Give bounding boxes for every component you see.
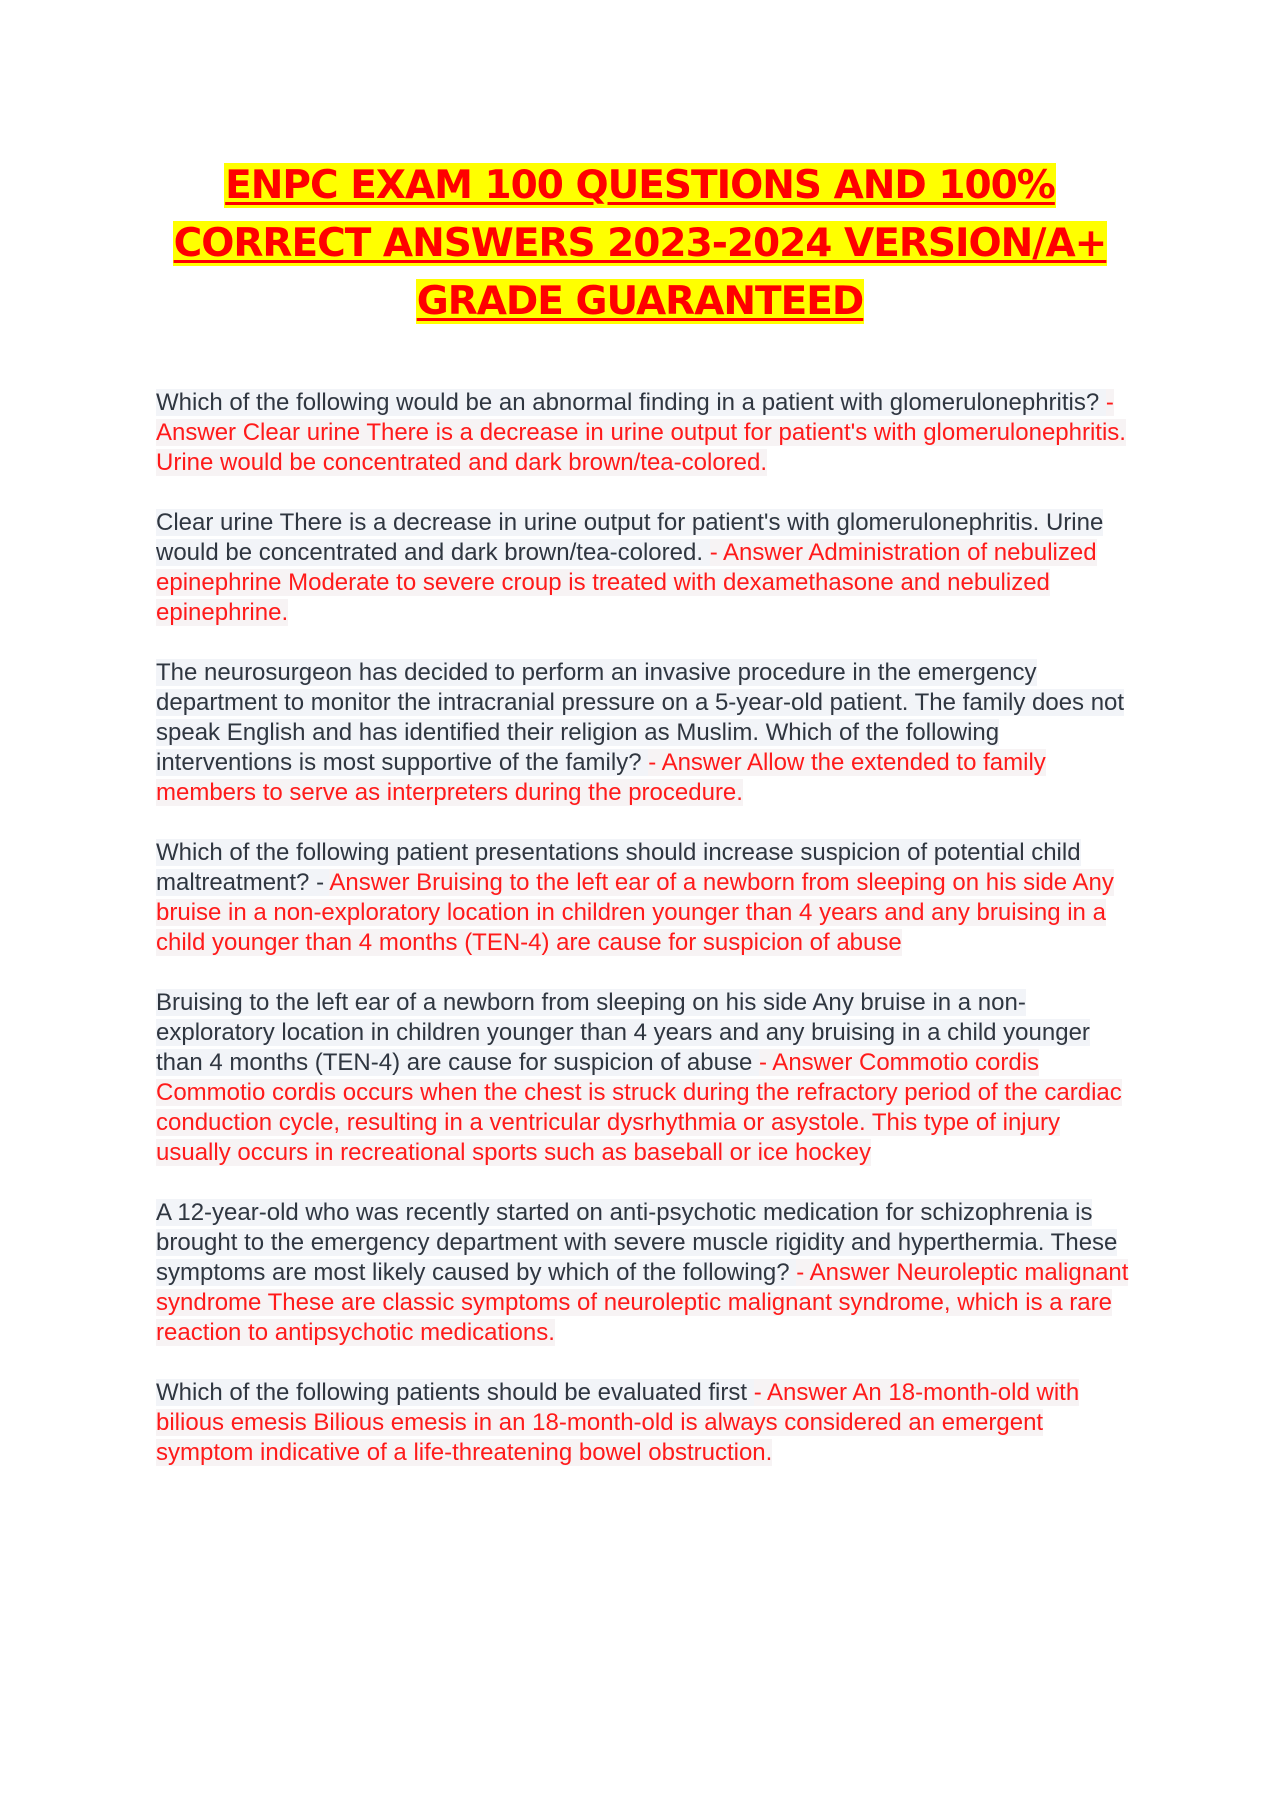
answer-text: - Answer Allow the extended to family members to serve as interpreters during the procedure. — [156, 749, 1046, 806]
question-text: Bruising to the left ear of a newborn from sleeping on his side Any bruise in a non-exploratory location in children younger than 4 years and any bruising in a child younger than 4 months (TEN-4) are cause for suspicion of abuse — [156, 989, 1090, 1076]
question-text: Which of the following patients should be evaluated first — [156, 1379, 754, 1406]
qa-item — [156, 1198, 1131, 1348]
qa-item — [156, 1378, 1131, 1468]
document-title — [140, 157, 1140, 331]
answer-text: - Answer Commotio cordis Commotio cordis occurs when the chest is struck during the refractory period of the cardiac conduction cycle, resulting in a ventricular dysrhythmia or asystole. This type of injury usually occurs in recreational sports such as baseball or ice hockey — [156, 1049, 1122, 1166]
question-text: Clear urine There is a decrease in urine output for patient's with glomerulonephritis. Urine would be concentrated and dark brown/tea-colored. — [156, 509, 1104, 566]
title-line: CORRECT ANSWERS 2023-2024 VERSION/A+ — [173, 221, 1107, 266]
qa-item — [156, 988, 1131, 1168]
qa-item — [156, 388, 1131, 478]
question-text: The neurosurgeon has decided to perform an invasive procedure in the emergency department to monitor the intracranial pressure on a 5-year-old patient. The family does not speak English and has identified their religion as Muslim. Which of the following interventions is most supportive of the family? — [156, 659, 1125, 776]
qa-item — [156, 658, 1131, 808]
answer-text: - Answer Administration of nebulized epinephrine Moderate to severe croup is treated with dexamethasone and nebulized epinephrine. — [156, 539, 1097, 626]
question-text: A 12-year-old who was recently started on anti-psychotic medication for schizophrenia is brought to the emergency department with severe muscle rigidity and hyperthermia. These symptoms are most likely caused by which of the following? — [156, 1199, 1118, 1286]
answer-text: Answer Bruising to the left ear of a newborn from sleeping on his side Any bruise in a non-exploratory location in children younger than 4 years and any bruising in a child younger than 4 months (TEN-4) are cause for suspicion of abuse — [156, 869, 1114, 956]
title-line: GRADE GUARANTEED — [416, 279, 864, 324]
question-text: Which of the following would be an abnormal finding in a patient with glomerulonephritis? — [156, 389, 1106, 416]
qa-item — [156, 838, 1131, 958]
question-text: Which of the following patient presentations should increase suspicion of potential child maltreatment? - — [156, 839, 1081, 896]
title-line: ENPC EXAM 100 QUESTIONS AND 100% — [225, 163, 1055, 208]
answer-text: - Answer Neuroleptic malignant syndrome These are classic symptoms of neuroleptic malignant syndrome, which is a rare reaction to antipsychotic medications. — [156, 1259, 1129, 1346]
answer-text: - Answer An 18-month-old with bilious emesis Bilious emesis in an 18-month-old is always considered an emergent symptom indicative of a life-threatening bowel obstruction. — [156, 1379, 1080, 1466]
answer-text: - Answer Clear urine There is a decrease in urine output for patient's with glomerulonephritis. Urine would be concentrated and dark brown/tea-colored. — [156, 389, 1126, 476]
qa-list — [156, 388, 1131, 1498]
qa-item — [156, 508, 1131, 628]
